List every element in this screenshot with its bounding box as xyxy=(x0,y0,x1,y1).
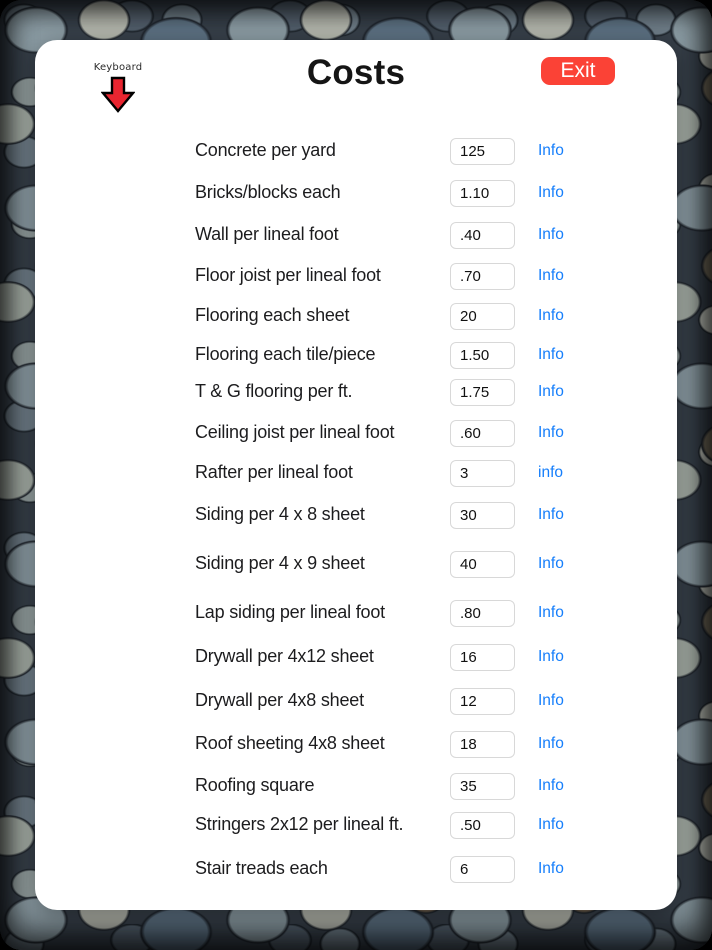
info-link[interactable]: Info xyxy=(538,307,564,324)
cost-label: Concrete per yard xyxy=(195,140,336,160)
cost-row-stringers xyxy=(35,812,677,840)
cost-value-input[interactable] xyxy=(450,420,515,447)
cost-label: Siding per 4 x 8 sheet xyxy=(195,504,365,524)
cost-row-drywall-4x8 xyxy=(35,688,677,716)
info-link[interactable]: Info xyxy=(538,506,564,523)
info-link[interactable]: Info xyxy=(538,346,564,363)
cost-label: Stringers 2x12 per lineal ft. xyxy=(195,814,404,834)
cost-value-input[interactable] xyxy=(450,731,515,758)
cost-label: Roofing square xyxy=(195,775,315,795)
cost-value-input[interactable] xyxy=(450,342,515,369)
cost-row-tg-flooring xyxy=(35,379,677,407)
exit-button[interactable]: Exit xyxy=(541,57,615,85)
cost-row-stair-treads xyxy=(35,856,677,884)
cost-value-input[interactable] xyxy=(450,551,515,578)
cost-value-input[interactable] xyxy=(450,263,515,290)
cost-row-rafter xyxy=(35,460,677,488)
cost-label: Drywall per 4x8 sheet xyxy=(195,690,364,710)
cost-label: Roof sheeting 4x8 sheet xyxy=(195,733,385,753)
cost-value-input[interactable] xyxy=(450,644,515,671)
cost-row-flooring-sheet xyxy=(35,303,677,331)
cost-value-input[interactable] xyxy=(450,379,515,406)
info-link[interactable]: Info xyxy=(538,648,564,665)
info-link[interactable]: Info xyxy=(538,777,564,794)
info-link[interactable]: Info xyxy=(538,555,564,572)
keyboard-hint-label: Keyboard xyxy=(93,62,143,73)
cost-value-input[interactable] xyxy=(450,688,515,715)
info-link[interactable]: Info xyxy=(538,267,564,284)
info-link[interactable]: Info xyxy=(538,424,564,441)
cost-label: Wall per lineal foot xyxy=(195,224,339,244)
cost-label: Siding per 4 x 9 sheet xyxy=(195,553,365,573)
cost-label: Flooring each tile/piece xyxy=(195,344,376,364)
cost-label: Drywall per 4x12 sheet xyxy=(195,646,374,666)
cost-row-drywall-4x12 xyxy=(35,644,677,672)
cost-value-input[interactable] xyxy=(450,812,515,839)
cost-value-input[interactable] xyxy=(450,773,515,800)
info-link[interactable]: Info xyxy=(538,184,564,201)
cost-row-roof-sheeting xyxy=(35,731,677,759)
cost-row-siding-4x8 xyxy=(35,502,677,530)
cost-value-input[interactable] xyxy=(450,502,515,529)
info-link[interactable]: Info xyxy=(538,226,564,243)
info-link[interactable]: Info xyxy=(538,142,564,159)
cost-value-input[interactable] xyxy=(450,600,515,627)
cost-value-input[interactable] xyxy=(450,138,515,165)
cost-rows xyxy=(35,40,677,910)
cost-label: Stair treads each xyxy=(195,858,328,878)
info-link[interactable]: info xyxy=(538,464,563,481)
info-link[interactable]: Info xyxy=(538,383,564,400)
costs-sheet xyxy=(35,40,677,910)
cost-row-floor-joist xyxy=(35,263,677,291)
info-link[interactable]: Info xyxy=(538,692,564,709)
cost-row-concrete xyxy=(35,138,677,166)
info-link[interactable]: Info xyxy=(538,604,564,621)
cost-row-bricks xyxy=(35,180,677,208)
cost-row-roofing-square xyxy=(35,773,677,801)
cost-label: Ceiling joist per lineal foot xyxy=(195,422,395,442)
cost-label: Bricks/blocks each xyxy=(195,182,341,202)
cost-label: Floor joist per lineal foot xyxy=(195,265,381,285)
cost-value-input[interactable] xyxy=(450,222,515,249)
cost-row-siding-4x9 xyxy=(35,551,677,579)
cost-value-input[interactable] xyxy=(450,460,515,487)
page-title: Costs xyxy=(306,53,406,92)
cost-row-flooring-tile xyxy=(35,342,677,370)
info-link[interactable]: Info xyxy=(538,860,564,877)
cost-row-lap-siding xyxy=(35,600,677,628)
cost-value-input[interactable] xyxy=(450,856,515,883)
cost-row-ceiling-joist xyxy=(35,420,677,448)
info-link[interactable]: Info xyxy=(538,735,564,752)
cost-label: Lap siding per lineal foot xyxy=(195,602,385,622)
cost-label: T & G flooring per ft. xyxy=(195,381,353,401)
info-link[interactable]: Info xyxy=(538,816,564,833)
cost-value-input[interactable] xyxy=(450,180,515,207)
cost-label: Rafter per lineal foot xyxy=(195,462,353,482)
cost-label: Flooring each sheet xyxy=(195,305,350,325)
cost-row-wall xyxy=(35,222,677,250)
cost-value-input[interactable] xyxy=(450,303,515,330)
